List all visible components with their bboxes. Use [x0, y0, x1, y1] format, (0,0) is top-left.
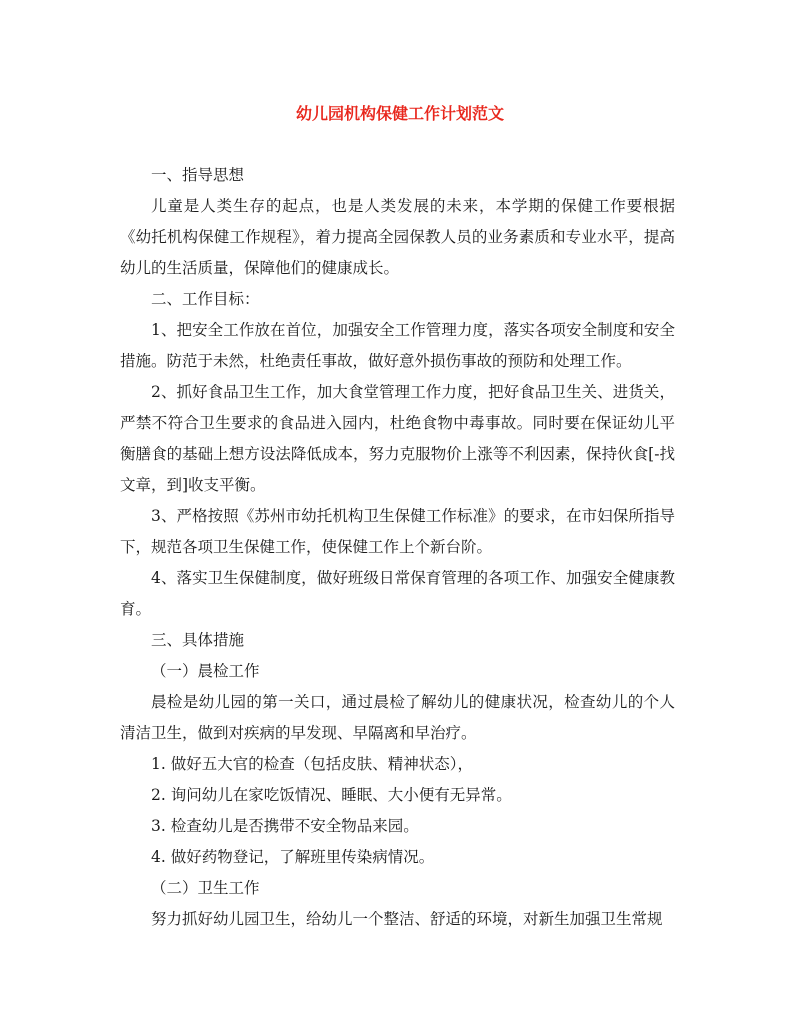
goal-item-1: 1、把安全工作放在首位，加强安全工作管理力度，落实各项安全制度和安全措施。防范于未然，杜绝责任事故，做好意外损伤事故的预防和处理工作。: [120, 321, 675, 370]
goal-item-2: 2、抓好食品卫生工作，加大食堂管理工作力度，把好食品卫生关、进货关，严禁不符合卫生要求的食品进入园内，杜绝食物中毒事故。同时要在保证幼儿平衡膳食的基础上想方设法降低成本，努力克服物价上涨等不利因素，保持伙食[-找文章，到]收支平衡。: [120, 383, 675, 494]
morning-check-item-2: 2. 询问幼儿在家吃饭情况、睡眠、大小便有无异常。: [151, 786, 512, 804]
morning-check-item-1: 1. 做好五大官的检查（包括皮肤、精神状态），: [151, 755, 473, 773]
document-title: 幼儿园机构保健工作计划范文: [295, 104, 504, 123]
section-heading-measures: 三、具体措施: [151, 631, 245, 649]
section-heading-guiding-thought: 一、指导思想: [151, 166, 245, 184]
paragraph-guiding-thought: 儿童是人类生存的起点，也是人类发展的未来，本学期的保健工作要根据《幼托机构保健工作规程》，着力提高全园保教人员的业务素质和专业水平，提高幼儿的生活质量，保障他们的健康成长。: [120, 197, 675, 277]
subsection-heading-hygiene: （二）卫生工作: [151, 879, 260, 897]
morning-check-item-4: 4. 做好药物登记，了解班里传染病情况。: [151, 848, 435, 866]
paragraph-morning-check: 晨检是幼儿园的第一关口，通过晨检了解幼儿的健康状况，检查幼儿的个人清洁卫生，做到对疾病的早发现、早隔离和早治疗。: [120, 693, 675, 742]
document-body: [120, 160, 675, 935]
morning-check-item-3: 3. 检查幼儿是否携带不安全物品来园。: [151, 817, 419, 835]
section-heading-work-goals: 二、工作目标：: [151, 290, 260, 308]
goal-item-4: 4、落实卫生保健制度，做好班级日常保育管理的各项工作、加强安全健康教育。: [120, 569, 675, 618]
paragraph-hygiene: 努力抓好幼儿园卫生，给幼儿一个整洁、舒适的环境，对新生加强卫生常规: [151, 910, 663, 928]
subsection-heading-morning-check: （一）晨检工作: [151, 662, 260, 680]
goal-item-3: 3、严格按照《苏州市幼托机构卫生保健工作标准》的要求，在市妇保所指导下，规范各项卫生保健工作，使保健工作上个新台阶。: [120, 507, 675, 556]
